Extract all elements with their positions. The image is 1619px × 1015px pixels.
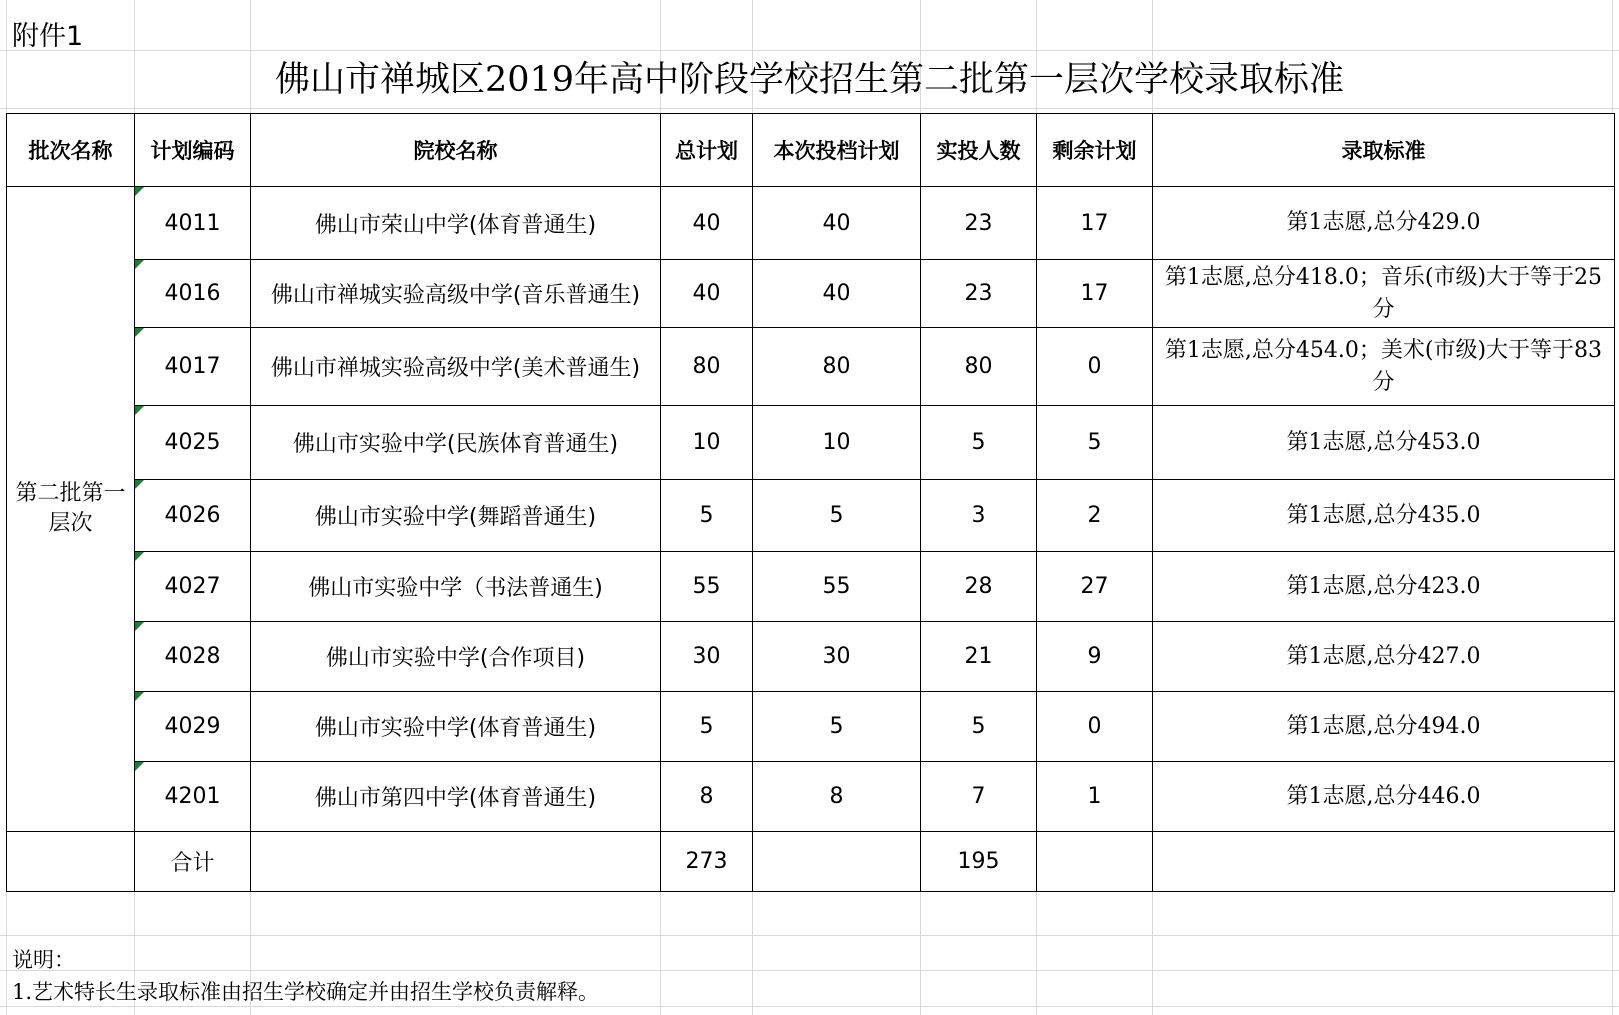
- code-cell: [135, 406, 251, 480]
- total-plan-cell: 40: [661, 260, 753, 328]
- actual-cell: 28: [921, 552, 1037, 622]
- gridline: [0, 1006, 1619, 1007]
- header-school: 院校名称: [251, 114, 661, 187]
- remaining-cell: 2: [1037, 480, 1153, 552]
- actual-cell: 7: [921, 762, 1037, 832]
- remaining-cell: 17: [1037, 187, 1153, 260]
- table-row: [7, 762, 1615, 832]
- comment-marker-icon: [135, 187, 144, 196]
- code-value: 4011: [164, 210, 221, 236]
- remaining-cell: 17: [1037, 260, 1153, 328]
- submit-plan-cell: 5: [753, 480, 921, 552]
- table-row: [7, 552, 1615, 622]
- code-value: 4017: [164, 354, 221, 379]
- totals-remaining: [1037, 832, 1153, 892]
- standard-cell: 第1志愿,总分427.0: [1153, 622, 1615, 692]
- standard-cell: 第1志愿,总分435.0: [1153, 480, 1615, 552]
- table-row: [7, 187, 1615, 260]
- actual-cell: 23: [921, 187, 1037, 260]
- submit-plan-cell: 55: [753, 552, 921, 622]
- totals-total-plan: 273: [661, 832, 753, 892]
- school-cell: 佛山市荣山中学(体育普通生): [251, 187, 661, 260]
- code-value: 4027: [164, 574, 221, 599]
- school-cell: 佛山市实验中学(体育普通生): [251, 692, 661, 762]
- code-cell: [135, 328, 251, 406]
- submit-plan-cell: 5: [753, 692, 921, 762]
- header-actual: 实投人数: [921, 114, 1037, 187]
- table-row: [7, 260, 1615, 328]
- totals-school-cell: [251, 832, 661, 892]
- table-row: [7, 692, 1615, 762]
- standard-cell: 第1志愿,总分423.0: [1153, 552, 1615, 622]
- table-row: [7, 406, 1615, 480]
- actual-cell: 3: [921, 480, 1037, 552]
- standard-cell: 第1志愿,总分453.0: [1153, 406, 1615, 480]
- batch-name-cell: 第二批第一层次: [7, 187, 135, 832]
- code-value: 4201: [164, 784, 221, 809]
- submit-plan-cell: 80: [753, 328, 921, 406]
- submit-plan-cell: 8: [753, 762, 921, 832]
- total-plan-cell: 8: [661, 762, 753, 832]
- admission-table: [6, 113, 1615, 892]
- standard-cell: 第1志愿,总分418.0；音乐(市级)大于等于25分: [1153, 260, 1615, 328]
- header-standard: 录取标准: [1153, 114, 1615, 187]
- totals-row: [7, 832, 1615, 892]
- gridline: [0, 970, 1619, 971]
- total-plan-cell: 10: [661, 406, 753, 480]
- code-cell: [135, 187, 251, 260]
- totals-batch-cell: [7, 832, 135, 892]
- submit-plan-cell: 10: [753, 406, 921, 480]
- remaining-cell: 9: [1037, 622, 1153, 692]
- school-cell: 佛山市实验中学(舞蹈普通生): [251, 480, 661, 552]
- comment-marker-icon: [135, 328, 144, 337]
- code-value: 4026: [164, 503, 221, 528]
- totals-label: 合计: [135, 832, 251, 892]
- header-row: [7, 114, 1615, 187]
- attachment-label: 附件1: [12, 21, 84, 52]
- standard-cell: 第1志愿,总分454.0；美术(市级)大于等于83分: [1153, 328, 1615, 406]
- code-value: 4016: [164, 281, 221, 306]
- total-plan-cell: 5: [661, 692, 753, 762]
- notes-heading: 说明：: [12, 948, 75, 972]
- header-total-plan: 总计划: [661, 114, 753, 187]
- remaining-cell: 1: [1037, 762, 1153, 832]
- code-cell: [135, 260, 251, 328]
- actual-cell: 5: [921, 692, 1037, 762]
- submit-plan-cell: 30: [753, 622, 921, 692]
- remaining-cell: 0: [1037, 692, 1153, 762]
- totals-actual: 195: [921, 832, 1037, 892]
- standard-cell: 第1志愿,总分494.0: [1153, 692, 1615, 762]
- total-plan-cell: 55: [661, 552, 753, 622]
- code-cell: [135, 622, 251, 692]
- actual-cell: 21: [921, 622, 1037, 692]
- gridline: [0, 50, 1619, 51]
- standard-cell: 第1志愿,总分429.0: [1153, 187, 1615, 260]
- school-cell: 佛山市实验中学（书法普通生): [251, 552, 661, 622]
- total-plan-cell: 30: [661, 622, 753, 692]
- totals-standard: [1153, 832, 1615, 892]
- school-cell: 佛山市实验中学(合作项目): [251, 622, 661, 692]
- actual-cell: 5: [921, 406, 1037, 480]
- total-plan-cell: 5: [661, 480, 753, 552]
- code-cell: [135, 552, 251, 622]
- comment-marker-icon: [135, 692, 144, 701]
- comment-marker-icon: [135, 762, 144, 771]
- code-value: 4028: [164, 644, 221, 669]
- page-title: 佛山市禅城区2019年高中阶段学校招生第二批第一层次学校录取标准: [274, 60, 1345, 100]
- submit-plan-cell: 40: [753, 187, 921, 260]
- remaining-cell: 5: [1037, 406, 1153, 480]
- actual-cell: 80: [921, 328, 1037, 406]
- code-cell: [135, 762, 251, 832]
- header-submit-plan: 本次投档计划: [753, 114, 921, 187]
- header-remaining: 剩余计划: [1037, 114, 1153, 187]
- table-row: [7, 480, 1615, 552]
- header-code: 计划编码: [135, 114, 251, 187]
- code-value: 4025: [164, 430, 221, 455]
- school-cell: 佛山市第四中学(体育普通生): [251, 762, 661, 832]
- comment-marker-icon: [135, 480, 144, 489]
- school-cell: 佛山市实验中学(民族体育普通生): [251, 406, 661, 480]
- standard-cell: 第1志愿,总分446.0: [1153, 762, 1615, 832]
- table-row: [7, 622, 1615, 692]
- school-cell: 佛山市禅城实验高级中学(音乐普通生): [251, 260, 661, 328]
- code-cell: [135, 692, 251, 762]
- total-plan-cell: 80: [661, 328, 753, 406]
- remaining-cell: 27: [1037, 552, 1153, 622]
- submit-plan-cell: 40: [753, 260, 921, 328]
- gridline: [0, 108, 1619, 109]
- comment-marker-icon: [135, 552, 144, 561]
- school-cell: 佛山市禅城实验高级中学(美术普通生): [251, 328, 661, 406]
- code-cell: [135, 480, 251, 552]
- total-plan-cell: 40: [661, 187, 753, 260]
- gridline: [0, 935, 1619, 936]
- table-row: [7, 328, 1615, 406]
- comment-marker-icon: [135, 260, 144, 269]
- header-batch: 批次名称: [7, 114, 135, 187]
- totals-submit-plan: [753, 832, 921, 892]
- comment-marker-icon: [135, 622, 144, 631]
- comment-marker-icon: [135, 406, 144, 415]
- notes-item: 1.艺术特长生录取标准由招生学校确定并由招生学校负责解释。: [12, 980, 600, 1004]
- remaining-cell: 0: [1037, 328, 1153, 406]
- code-value: 4029: [164, 714, 221, 739]
- actual-cell: 23: [921, 260, 1037, 328]
